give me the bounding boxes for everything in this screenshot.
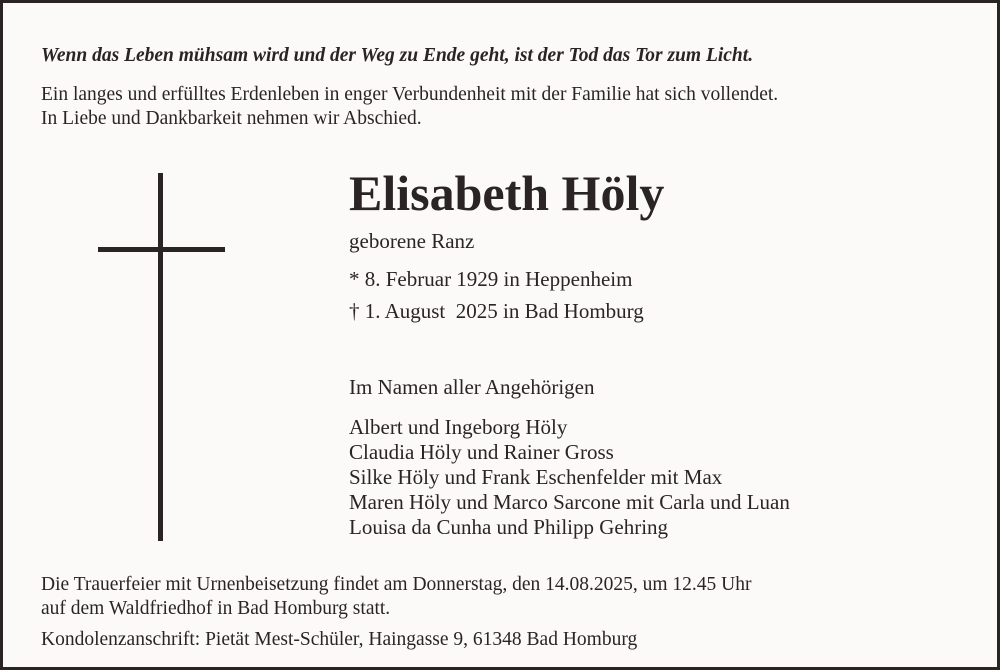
motto-quote: Wenn das Leben mühsam wird und der Weg zu Ende geht, ist der Tod das Tor zum Licht.: [41, 45, 754, 66]
intro-line-2: In Liebe und Dankbarkeit nehmen wir Abschied.: [41, 108, 422, 129]
mourner-item: Louisa da Cunha und Philipp Gehring: [349, 515, 669, 539]
mourner-item: Claudia Höly und Rainer Gross: [349, 440, 614, 464]
cross-vertical-beam: [158, 173, 163, 541]
condolence-address: Kondolenzanschrift: Pietät Mest-Schüler, Haingasse 9, 61348 Bad Homburg: [41, 629, 638, 650]
service-info: [41, 573, 752, 621]
birth-name: geborene Ranz: [349, 229, 475, 253]
birth-date: * 8. Februar 1929 in Heppenheim: [349, 267, 633, 291]
service-line-2: auf dem Waldfriedhof in Bad Homburg statt.: [41, 598, 391, 619]
mourners-list: [349, 415, 790, 540]
intro-line-1: Ein langes und erfülltes Erdenleben in enger Verbundenheit mit der Familie hat sich vollendet.: [41, 84, 779, 105]
death-date: † 1. August 2025 in Bad Homburg: [349, 299, 644, 323]
cross-horizontal-beam: [98, 247, 225, 252]
service-line-1: Die Trauerfeier mit Urnenbeisetzung findet am Donnerstag, den 14.08.2025, um 12.45 Uhr: [41, 574, 752, 595]
mourner-item: Albert und Ingeborg Höly: [349, 415, 568, 439]
mourners-intro: Im Namen aller Angehörigen: [349, 375, 595, 399]
mourner-item: Silke Höly und Frank Eschenfelder mit Max: [349, 465, 723, 489]
mourner-item: Maren Höly und Marco Sarcone mit Carla und Luan: [349, 490, 790, 514]
deceased-name: Elisabeth Höly: [349, 165, 665, 221]
intro-text: [41, 83, 778, 131]
